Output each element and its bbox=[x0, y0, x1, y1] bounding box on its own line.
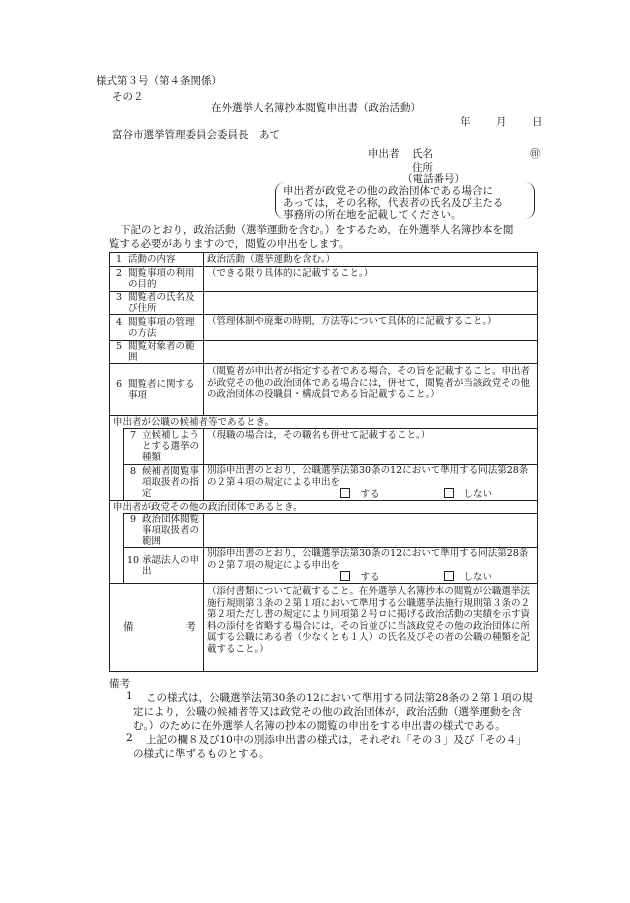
applicant-phone-label: （電話番号） bbox=[402, 173, 465, 185]
applicant-name-label: 氏名 bbox=[412, 148, 433, 160]
candidate-handler-text: 別添申出書のとおり，公職選挙法第30条の12において準用する同法第28条の２第４項の規定による申出を bbox=[207, 465, 529, 488]
form-number: 様式第３号（第４条関係） bbox=[96, 75, 222, 87]
checkbox-icon[interactable] bbox=[444, 488, 454, 498]
row-number: 4 bbox=[115, 316, 123, 328]
activity-content-value[interactable]: 政治活動（選挙運動を含む。） bbox=[204, 253, 538, 267]
remarks-label-char-2: 考 bbox=[185, 621, 197, 633]
row-number: 3 bbox=[115, 292, 123, 303]
seal-mark: ㊞ bbox=[530, 148, 541, 160]
row-3-label bbox=[110, 292, 204, 315]
section-heading-row bbox=[110, 501, 538, 514]
applicant-note-line-3: 事務所の所在地を記載してください。 bbox=[283, 209, 462, 221]
approved-corp-value bbox=[204, 548, 538, 584]
management-method-label: 閲覧事項の管理の方法 bbox=[128, 316, 195, 339]
section-party-heading: 申出者が政党その他の政治団体であるとき。 bbox=[110, 501, 538, 514]
candidate-handler-label: 候補者閲覧事項取扱者の指定 bbox=[142, 466, 200, 499]
row-1-label bbox=[110, 253, 204, 267]
management-method-value[interactable]: （管理体制や廃棄の時期，方法等について具体的に記載すること。） bbox=[204, 315, 538, 341]
activity-content-label: 活動の内容 bbox=[128, 254, 176, 265]
remarks-note: （添付書類について記載すること。在外選挙人名簿抄本の閲覧が公職選挙法施行規則第３条の２第１項において準用する公職選挙法施行規則第３条の２第２項ただし書の規定により同項第２号ロに掲げる政治活動の実績を示す資料の添付を省略する場合には，その旨並びに当該政党その他の政治団体に所属する公職にある者（少なくとも１人）の氏名及びその者の公職の種類を記載すること。） bbox=[207, 586, 531, 655]
row-2-label bbox=[110, 267, 204, 292]
election-type-label: 立候補しようとする選挙の種類 bbox=[142, 430, 200, 463]
date-day-label: 日 bbox=[532, 116, 543, 128]
candidate-handler-no-option[interactable] bbox=[440, 488, 493, 500]
table-row bbox=[110, 267, 538, 292]
row-number: 5 bbox=[115, 341, 123, 352]
table-row bbox=[110, 341, 538, 364]
row-number: 1 bbox=[115, 254, 123, 265]
viewer-name-address-value[interactable] bbox=[204, 292, 538, 315]
application-table bbox=[109, 252, 538, 672]
applicant-note-line-2: あっては，その名称，代表者の氏名及び主たる bbox=[283, 197, 504, 209]
target-range-value[interactable] bbox=[204, 341, 538, 364]
note-2-line-1: 上記の欄８及び10中の別添申出書の様式は，それぞれ「その３」及び「その４」 bbox=[146, 734, 527, 746]
table-row bbox=[110, 548, 538, 584]
applicant-note-line-1: 申出者が政党その他の政治団体である場合に bbox=[283, 185, 493, 197]
row-number: 2 bbox=[115, 268, 123, 279]
remarks-label-char-1: 備 bbox=[123, 621, 134, 633]
table-row bbox=[110, 584, 538, 672]
note-1-line-2: 定により，公職の候補者等又は政党その他の政治団体が，政治活動（選挙運動を含 bbox=[133, 706, 522, 718]
option-label: しない bbox=[463, 489, 493, 500]
date-month-label: 月 bbox=[496, 116, 507, 128]
page-title: 在外選挙人名簿抄本閲覧申出書（政治活動） bbox=[211, 102, 421, 114]
option-label: する bbox=[360, 489, 380, 500]
remarks-label-cell bbox=[110, 584, 204, 672]
row-number: 8 bbox=[129, 466, 137, 477]
applicant-label: 申出者 bbox=[368, 148, 400, 160]
viewer-name-address-label: 閲覧者の氏名及び住所 bbox=[128, 292, 195, 314]
note-2-number: 2 bbox=[126, 732, 133, 744]
row-number: 6 bbox=[115, 378, 123, 390]
notes-heading: 備考 bbox=[109, 678, 130, 690]
intro-line-1: 下記のとおり，政治活動（選挙運動を含む。）をするため，在外選挙人名簿抄本を閲 bbox=[120, 224, 514, 236]
option-label: する bbox=[360, 572, 380, 583]
target-range-label: 閲覧対象者の範囲 bbox=[128, 341, 195, 363]
section-candidate-heading: 申出者が公職の候補者等であるとき。 bbox=[110, 416, 538, 429]
viewer-matters-value[interactable] bbox=[204, 364, 538, 416]
row-number: 9 bbox=[129, 514, 137, 525]
approved-corp-no-option[interactable] bbox=[440, 571, 493, 583]
party-handler-range-value[interactable] bbox=[204, 514, 538, 548]
table-row bbox=[110, 292, 538, 315]
approved-corp-yes-option[interactable] bbox=[336, 571, 379, 583]
table-row bbox=[110, 514, 538, 548]
viewer-matters-label: 閲覧者に関する事項 bbox=[128, 378, 195, 401]
checkbox-icon[interactable] bbox=[444, 571, 454, 581]
note-1-line-1: この様式は，公職選挙法第30条の12において準用する同法第28条の２第１項の規 bbox=[146, 692, 533, 704]
row-8-label bbox=[124, 465, 204, 501]
table-row bbox=[110, 253, 538, 267]
note-2-line-2: の様式に準ずるものとする。 bbox=[133, 748, 270, 760]
row-number: 7 bbox=[129, 430, 137, 441]
row-10-label bbox=[124, 548, 204, 584]
table-row bbox=[110, 429, 538, 465]
row-5-label bbox=[110, 341, 204, 364]
row-6-label bbox=[110, 364, 204, 416]
intro-line-2: 覧する必要がありますので，閲覧の申出をします。 bbox=[109, 238, 350, 250]
checkbox-icon[interactable] bbox=[340, 571, 350, 581]
purpose-label: 閲覧事項の利用の目的 bbox=[128, 268, 195, 290]
date-year-label: 年 bbox=[460, 116, 471, 128]
section-heading-row bbox=[110, 416, 538, 429]
approved-corp-text: 別添申出書のとおり，公職選挙法第30条の12において準用する同法第28条の２第７項の規定による申出を bbox=[207, 548, 529, 571]
party-handler-range-label: 政治団体閲覧事項取扱者の範囲 bbox=[142, 514, 200, 547]
applicant-address-label: 住所 bbox=[412, 162, 433, 174]
row-number: 10 bbox=[127, 554, 140, 566]
table-row bbox=[110, 364, 538, 416]
addressee: 富谷市選挙管理委員会委員長 あて bbox=[112, 129, 280, 141]
row-9-label bbox=[124, 514, 204, 548]
row-4-label bbox=[110, 315, 204, 341]
checkbox-icon[interactable] bbox=[340, 488, 350, 498]
row-7-label bbox=[124, 429, 204, 465]
table-row bbox=[110, 315, 538, 341]
option-label: しない bbox=[463, 572, 493, 583]
remarks-value[interactable] bbox=[204, 584, 538, 672]
note-1-number: 1 bbox=[126, 690, 133, 702]
purpose-value[interactable]: （できる限り具体的に記載すること。） bbox=[204, 267, 538, 292]
approved-corp-label: 承認法人の申出 bbox=[142, 554, 200, 577]
form-sub-number: その２ bbox=[112, 91, 144, 103]
viewer-matters-note: （閲覧者が申出者が指定する者である場合，その旨を記載すること。申出者が政党その他の政治団体である場合には，併せて，閲覧者が当該政党その他の政治団体の役職員・構成員である旨記載すること。） bbox=[207, 366, 531, 400]
table-row bbox=[110, 465, 538, 501]
candidate-handler-yes-option[interactable] bbox=[336, 488, 379, 500]
note-1-line-3: む。）のために在外選挙人名簿の抄本の閲覧の申出をする申出書の様式である。 bbox=[133, 720, 506, 732]
election-type-value[interactable]: （現職の場合は，その職名も併せて記載すること。） bbox=[204, 429, 538, 465]
candidate-handler-value bbox=[204, 465, 538, 501]
